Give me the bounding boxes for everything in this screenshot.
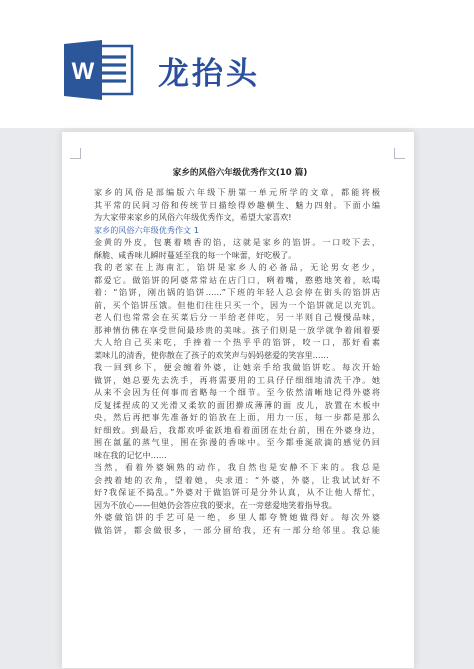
body-line: 外婆做馅饼的手艺可是一绝，乡里人都夸赞她做得好。每次外婆 bbox=[94, 512, 380, 522]
margin-mark-top-right bbox=[394, 148, 405, 159]
svg-text:W: W bbox=[71, 58, 95, 85]
body-line: 围在氤氲的蒸气里，围在弥漫的香味中。至今都垂涎欲滴的感觉仍回 bbox=[94, 437, 380, 447]
body-line: 好细致。到最后，我都欢呼雀跃地看着面团在灶台前，围在外婆身边， bbox=[94, 424, 380, 435]
body-line: 为大家带来家乡的风俗六年级优秀作文，希望大家喜欢! bbox=[94, 212, 292, 222]
body-line: 大人给自己买来吃，手捧着一个热乎乎的馅饼，咬一口，那好看素 bbox=[94, 337, 380, 347]
body-line: 都爱它。做馅饼的阿婆常常站在店门口，咧着嘴，憨憨地笑着，吆喝 bbox=[94, 274, 380, 285]
body-line: 因为不放心——但她仍会答应我的要求，在一旁慈爱地笑着指导我。 bbox=[94, 499, 337, 510]
body-line: 酥脆、咸香味儿瞬时蔓延至我的每一个味蕾，好吃极了。 bbox=[94, 249, 297, 260]
banner bbox=[0, 0, 474, 128]
body-line: 反复揉捏成的又光滑又柔软的面团擀成薄薄的面 皮儿，放置在木板中 bbox=[94, 399, 380, 410]
body-line: 央，然后再把事先准备好的馅放在上面，用力一压，每一步都是那么 bbox=[94, 412, 380, 422]
word-document-icon bbox=[62, 40, 136, 100]
body-line: 我的老家在上海南汇，馅饼是家乡人的必备品，无论男女老少， bbox=[94, 262, 380, 272]
body-line: 当然，看着外婆娴熟的动作，我自然也是安静不下来的。我总是 bbox=[94, 462, 380, 472]
body-line: 从来不会因为任何事而省略每一个细节。至今依然清晰地记得外婆将 bbox=[94, 387, 380, 397]
document-title: 家乡的风俗六年级优秀作文(10 篇) bbox=[172, 168, 308, 178]
body-line: 老人们也常常会在买菜后分一半给老伴吃，另一半则自己慢慢品味， bbox=[94, 312, 380, 322]
section-heading: 家乡的风俗六年级优秀作文 1 bbox=[94, 224, 199, 235]
body-line: 前，买个馅饼压饿。但他们往往只买一个，因为一个馅饼就足以充饥。 bbox=[94, 299, 380, 310]
body-line: 菜味儿的清香，使你散在了孩子的欢笑声与妈妈慈爱的笑容里…… bbox=[94, 349, 329, 360]
body-line: 家乡的风俗是部编版六年级下册第一单元所学的文章，都能将极 bbox=[94, 187, 380, 197]
body-line: 我一回到乡下，便会缠着外婆，让她亲手给我做馅饼吃。每次开始 bbox=[94, 362, 380, 372]
body-line: 其平常的民间习俗和传统节日描绘得妙趣横生、魅力四射。下面小编 bbox=[94, 199, 380, 210]
body-line: 味在我的记忆中…… bbox=[94, 449, 167, 460]
body-line: 那神情仿佛在享受世间最珍贵的美味。孩子们则是一放学就争着闹着要 bbox=[94, 324, 380, 335]
margin-mark-top-left bbox=[70, 148, 81, 159]
body-line: 做饼，她总要先去洗手，再将需要用的工具仔仔细细地清洗干净。她 bbox=[94, 374, 380, 385]
body-line: 好?我保证不捣乱。”外婆对于做馅饼可是分外认真，从不让他人帮忙， bbox=[94, 487, 380, 497]
body-line: 做馅饼，都会做很多，一部分留给我，还有一部分给邻里。我总能 bbox=[94, 524, 380, 535]
banner-title: 龙抬头 bbox=[158, 56, 260, 92]
body-line: 金黄的外皮，包裹着喷香的馅，这就是家乡的馅饼。一口咬下去， bbox=[94, 237, 380, 247]
body-line: 着：“馅饼，刚出锅的馅饼……”下班的年轻人总会停在街头的馅饼店 bbox=[94, 287, 380, 297]
body-line: 会拽着她的衣角，望着她，央求道：“外婆，外婆，让我试试好不 bbox=[94, 474, 380, 485]
